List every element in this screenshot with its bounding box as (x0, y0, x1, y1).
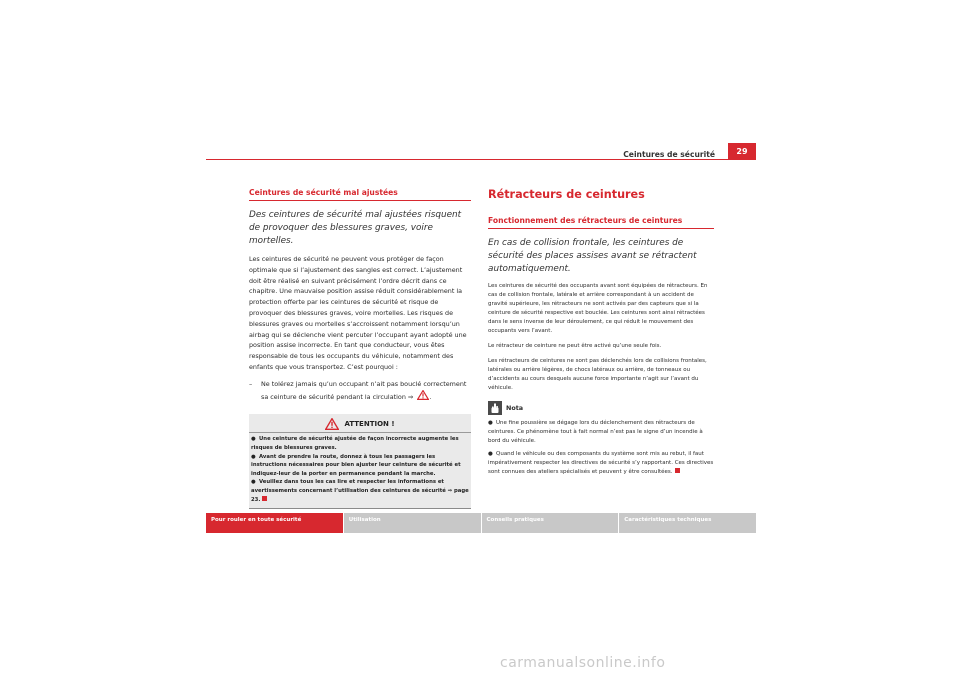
body-paragraph: Les rétracteurs de ceintures ne sont pas déclenchés lors de collisions frontales, latérales ou arrière légères, de chocs latéraux ou arrière, de tonneaux ou d’accidents au cours desquels aucune force importante n’agit sur l’avant du véhicule. (488, 358, 707, 391)
section-heading: Ceintures de sécurité mal ajustées (249, 188, 471, 201)
end-of-section-marker (262, 496, 267, 501)
body-paragraph: Les ceintures de sécurité ne peuvent vous protéger de façon optimale que si l’ajustement des sangles est correct. L’ajustement doit être réalisé en suivant précisément l’ordre décrit dans ce chapitre. Une mauvaise position assise réduit considérablement la protection offerte par les ceintures de sécurité et risque de provoquer des blessures graves, voire mortelles. Les risques de blessures graves ou mortelles s’accroissent notamment lorsqu’un airbag qui se déclenche vient percuter l’occupant ayant adopté une position assise incorrecte. En tant que conducteur, vous êtes responsable de tous les occupants du véhicule, notamment des enfants que vous transportez. C’est pourquoi : (249, 255, 467, 371)
note-title: Nota (506, 404, 524, 412)
body-paragraph: Le rétracteur de ceinture ne peut être activé qu’une seule fois. (488, 343, 662, 349)
footer-tab-caracteristiques[interactable]: Caractéristiques techniques (619, 513, 756, 533)
bullet: ● (488, 451, 493, 457)
warning-title: ATTENTION ! (344, 420, 395, 429)
watermark: carmanualsonline.info (500, 655, 666, 671)
warning-item-text: Une ceinture de sécurité ajustée de façon incorrecte augmente les risques de blessures graves. (251, 436, 459, 451)
footer-tab-utilisation[interactable]: Utilisation (344, 513, 481, 533)
left-column (249, 188, 471, 509)
warning-item (251, 435, 469, 452)
warning-item (251, 478, 469, 504)
bullet: ● (251, 479, 256, 486)
bullet: ● (488, 420, 493, 426)
footer-tab-securite[interactable]: Pour rouler en toute sécurité (206, 513, 343, 533)
footer-navigation (206, 513, 756, 533)
note-header (488, 401, 714, 415)
warning-body (249, 433, 471, 506)
note-item (488, 419, 714, 446)
running-header-title: Ceintures de sécurité (623, 150, 715, 159)
note-item (488, 450, 714, 477)
end-of-section-marker (675, 468, 680, 473)
bullet: ● (251, 453, 256, 460)
hand-pointer-icon (488, 401, 502, 415)
warning-triangle-icon (325, 418, 339, 430)
warning-item (251, 453, 469, 479)
chapter-title: Rétracteurs de ceintures (488, 188, 645, 201)
header-rule (206, 159, 756, 160)
note-item-text: Une fine poussière se dégage lors du déclenchement des rétracteurs de ceintures. Ce phénomène tout à fait normal n’est pas le signe d’un incendie à bord du véhicule. (488, 420, 703, 444)
warning-item-text: Veuillez dans tous les cas lire et respecter les informations et avertissements concernant l’utilisation des ceintures de sécurité ⇒ page 23. (251, 479, 469, 503)
section-lead: En cas de collision frontale, les ceintures de sécurité des places assises avant se rétractent automatiquement. (488, 238, 697, 274)
dash-list-item (249, 379, 471, 403)
dash-item-text: Ne tolérez jamais qu’un occupant n’ait pas bouclé correctement sa ceinture de sécurité pendant la circulation ⇒ (261, 379, 467, 401)
section-lead: Des ceintures de sécurité mal ajustées risquent de provoquer des blessures graves, voire mortelles. (249, 210, 462, 246)
note-item-text: Quand le véhicule ou des composants du système sont mis au rebut, il faut impérativement respecter les directives de sécurité s’y rapportant. Ces directives sont connues des ateliers spécialisés et peuvent y être consultées. (488, 451, 714, 475)
warning-header (249, 416, 471, 433)
warning-item-text: Avant de prendre la route, donnez à tous les passagers les instructions nécessaires pour bien ajuster leur ceinture de sécurité et indiquez-leur de la porter en permanence pendant la marche. (251, 453, 461, 477)
section-heading: Fonctionnement des rétracteurs de ceintures (488, 216, 714, 229)
dash-item-content: Ne tolérez jamais qu’un occupant n’ait pas bouclé correctement sa ceinture de sécurité pendant la circulation ⇒ . (261, 379, 467, 401)
body-paragraph: Les ceintures de sécurité des occupants avant sont équipées de rétracteurs. En cas de collision frontale, latérale et arrière correspondant à un accident de gravité supérieure, les rétracteurs ne sont activés par des capteurs que si la ceinture de sécurité respective est bouclée. Les ceintures sont ainsi rétractées dans le sens inverse de leur déroulement, ce qui réduit le mouvement des occupants vers l’avant. (488, 283, 708, 334)
warning-box (249, 414, 471, 509)
right-column (488, 188, 714, 477)
page-number-badge: 29 (728, 143, 756, 160)
dash-marker: – (249, 379, 253, 388)
warning-triangle-icon (417, 390, 429, 400)
bullet: ● (251, 436, 256, 443)
footer-tab-conseils[interactable]: Conseils pratiques (482, 513, 619, 533)
